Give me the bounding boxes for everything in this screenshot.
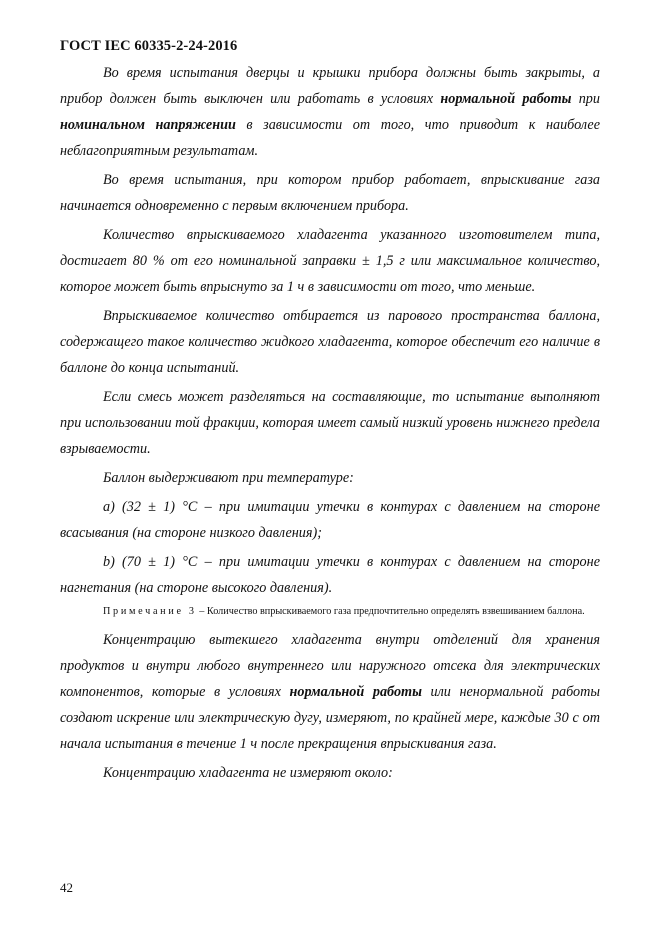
paragraph-cylinder-temperature: Баллон выдерживают при температуре:: [103, 470, 354, 486]
text: или ненормальной работы создают искрение или электрическую дугу, измеряют, по крайней мере, каждые 30 с от начала испытания в течение 1 ч после прекращения впрыскивания газа.: [60, 684, 600, 752]
text: в зависимости от того, что приводит к наиболее неблагоприятным результатам.: [60, 117, 600, 159]
paragraph-concentration-not-measured: Концентрацию хладагента не измеряют около:: [103, 765, 393, 781]
paragraph-refrigerant-quantity: Количество впрыскиваемого хладагента указанного изготовителем типа, достигает 80 % от его номинальной заправки ± 1,5 г или максимальное количество, которое может быть впрыснуто за 1 ч в зависимости от того, что меньше.: [60, 227, 600, 295]
page-number: 42: [60, 880, 73, 895]
text: Концентрацию вытекшего хладагента внутри отделений для хранения продуктов и внутри любого внутреннего или наружного отсека для электрических компонентов, которые в условиях: [60, 632, 600, 700]
paragraph-doors-closed: [60, 60, 600, 164]
document-body: [60, 60, 600, 789]
standard-header: ГОСТ IEC 60335-2-24-2016: [60, 38, 238, 54]
text: при: [571, 91, 600, 107]
note-text: – Количество впрыскиваемого газа предпочтительно определять взвешиванием баллона.: [196, 606, 585, 617]
note-3: [60, 604, 600, 620]
paragraph-gas-injection-start: Во время испытания, при котором прибор работает, впрыскивание газа начинается одновременно с первым включением прибора.: [60, 172, 600, 214]
term-normal-operation: нормальной работы: [440, 91, 572, 107]
term-rated-voltage: номинальном напряжении: [60, 117, 236, 133]
term-normal-operation: нормальной работы: [289, 684, 422, 700]
text: Во время испытания дверцы и крышки прибора должны быть закрыты, а прибор должен быть выключен или работать в условиях: [60, 65, 600, 107]
list-item-b: b) (70 ± 1) °С – при имитации утечки в контурах с давлением на стороне нагнетания (на стороне высокого давления).: [60, 554, 600, 596]
paragraph-concentration-measurement: [60, 627, 600, 757]
paragraph-vapour-space: Впрыскиваемое количество отбирается из парового пространства баллона, содержащего такое количество жидкого хладагента, которое обеспечит его наличие в баллоне до конца испытаний.: [60, 308, 600, 376]
paragraph-mixture-fraction: Если смесь может разделяться на составляющие, то испытание выполняют при использовании той фракции, которая имеет самый низкий уровень нижнего предела взрываемости.: [60, 389, 600, 457]
list-item-a: a) (32 ± 1) °С – при имитации утечки в контурах с давлением на стороне всасывания (на стороне низкого давления);: [60, 499, 600, 541]
note-label: Примечание 3: [103, 606, 197, 617]
